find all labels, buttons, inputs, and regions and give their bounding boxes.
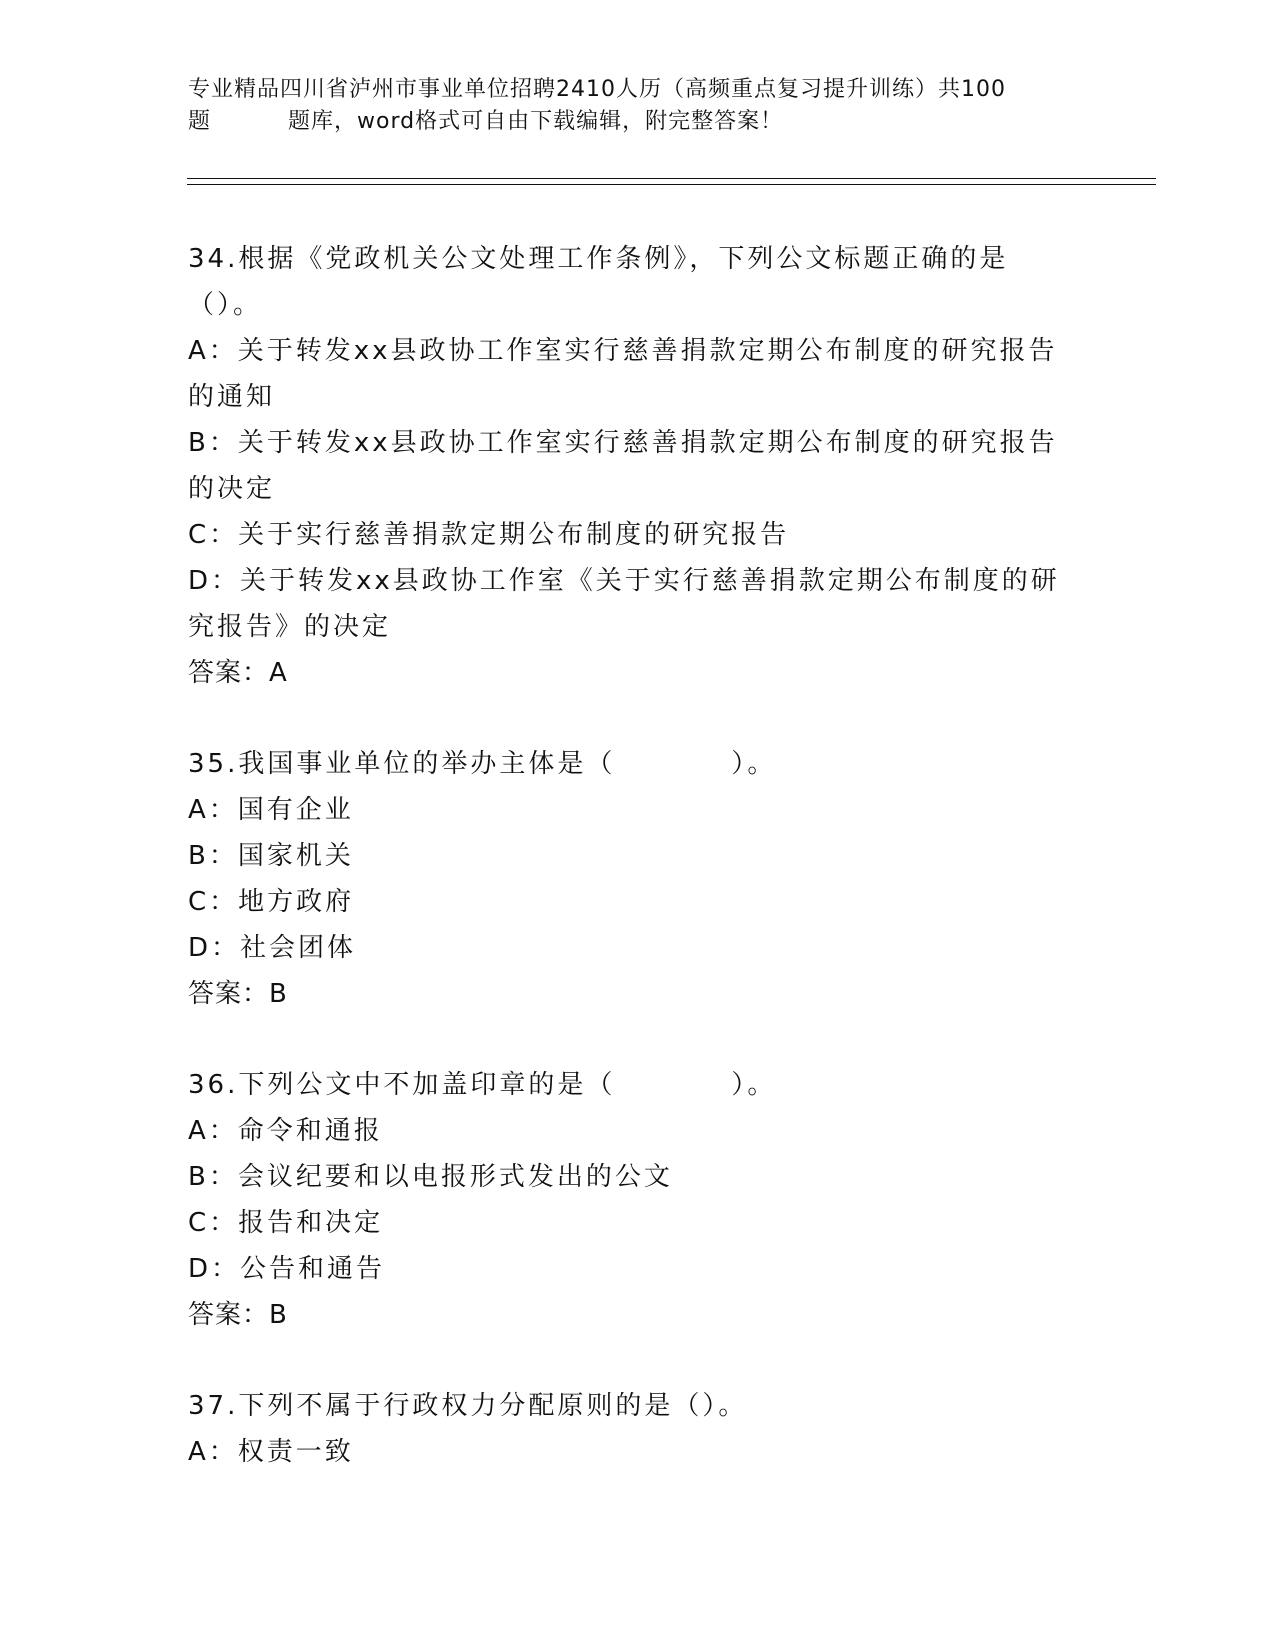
question-37 <box>188 1383 1068 1475</box>
question-stem: 36.下列公文中不加盖印章的是（ ）。 <box>188 1070 777 1100</box>
option-d: D：关于转发xx县政协工作室《关于实行慈善捐款定期公布制度的研究报告》的决定 <box>188 566 1060 642</box>
option-b: B：会议纪要和以电报形式发出的公文 <box>188 1162 673 1192</box>
question-36 <box>188 1062 1068 1338</box>
option-a: A：国有企业 <box>188 795 354 825</box>
header-title-line2 <box>188 106 1088 138</box>
question-35 <box>188 741 1068 1017</box>
question-stem: 34.根据《党政机关公文处理工作条例》，下列公文标题正确的是（）。 <box>188 244 1009 320</box>
header-divider-top <box>187 178 1156 179</box>
document-header <box>188 74 1088 138</box>
answer: 答案：B <box>188 1300 288 1330</box>
option-a: A：权责一致 <box>188 1437 354 1467</box>
option-b: B：关于转发xx县政协工作室实行慈善捐款定期公布制度的研究报告的决定 <box>188 428 1058 504</box>
question-34 <box>188 236 1068 696</box>
header-title-line2-right: 题库，word格式可自由下载编辑，附完整答案！ <box>288 109 784 134</box>
option-b: B：国家机关 <box>188 841 354 871</box>
header-title-line1: 专业精品四川省泸州市事业单位招聘2410人历（高频重点复习提升训练）共100 <box>188 77 1006 102</box>
question-list <box>188 236 1068 1520</box>
answer: 答案：A <box>188 658 288 688</box>
option-c: C：关于实行慈善捐款定期公布制度的研究报告 <box>188 520 790 550</box>
option-d: D：社会团体 <box>188 933 357 963</box>
option-c: C：报告和决定 <box>188 1208 384 1238</box>
question-stem: 37.下列不属于行政权力分配原则的是（）。 <box>188 1391 748 1421</box>
header-title-line2-left: 题 <box>188 109 212 134</box>
header-divider-bottom <box>187 184 1156 185</box>
question-stem: 35.我国事业单位的举办主体是（ ）。 <box>188 749 777 779</box>
option-a: A：命令和通报 <box>188 1116 383 1146</box>
option-d: D：公告和通告 <box>188 1254 386 1284</box>
answer: 答案：B <box>188 979 288 1009</box>
option-c: C：地方政府 <box>188 887 355 917</box>
option-a: A：关于转发xx县政协工作室实行慈善捐款定期公布制度的研究报告的通知 <box>188 336 1058 412</box>
